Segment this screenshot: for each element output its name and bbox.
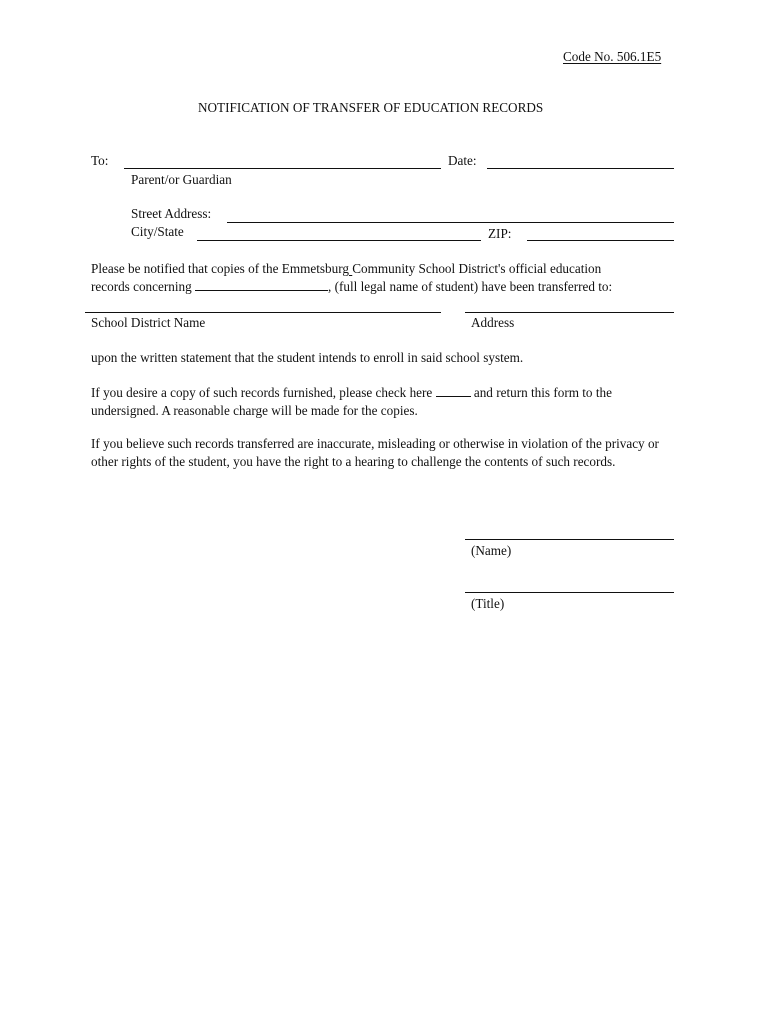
signature-title-field-line[interactable] <box>465 592 674 593</box>
code-number: Code No. 506.1E5 <box>563 49 662 64</box>
notice-line-1-prefix: Please be notified that copies of the Emmetsburg <box>91 261 349 276</box>
street-address-field-line[interactable] <box>227 222 674 223</box>
notice-line-2 <box>91 280 612 293</box>
school-district-caption: School District Name <box>91 315 206 330</box>
street-address-label: Street Address: <box>131 206 212 221</box>
district-address-field-line[interactable] <box>465 312 674 313</box>
zip-label: ZIP: <box>488 226 512 241</box>
notice-line-1 <box>91 262 601 275</box>
district-name-field-line[interactable] <box>85 312 441 313</box>
date-field-line[interactable] <box>487 168 674 169</box>
parent-guardian-caption: Parent/or Guardian <box>131 172 232 187</box>
name-caption: (Name) <box>471 543 512 558</box>
notice-line-1-suffix: Community School District's official education <box>352 261 602 276</box>
enroll-statement: upon the written statement that the student intends to enroll in said school system. <box>91 350 524 365</box>
copy-request-suffix: and return this form to the <box>473 385 612 400</box>
address-caption: Address <box>471 315 515 330</box>
student-name-field-line[interactable] <box>195 280 328 291</box>
rights-statement: If you believe such records transferred are inaccurate, misleading or otherwise in violation of the privacy or other rights of the student, you have the right to a hearing to challenge the contents of such records. <box>91 436 659 469</box>
copy-request-prefix: If you desire a copy of such records furnished, please check here <box>91 385 433 400</box>
title-caption: (Title) <box>471 596 505 611</box>
copy-request-line-2: undersigned. A reasonable charge will be made for the copies. <box>91 403 418 418</box>
copy-request-checkbox-line[interactable] <box>436 386 471 397</box>
zip-field-line[interactable] <box>527 240 674 241</box>
city-state-field-line[interactable] <box>197 240 481 241</box>
to-label: To: <box>91 153 109 168</box>
date-label: Date: <box>448 153 477 168</box>
city-state-label: City/State <box>131 224 184 239</box>
to-field-line[interactable] <box>124 168 441 169</box>
signature-name-field-line[interactable] <box>465 539 674 540</box>
notice-line-2-prefix: records concerning <box>91 279 192 294</box>
copy-request-line-1 <box>91 386 612 399</box>
document-title: NOTIFICATION OF TRANSFER OF EDUCATION RECORDS <box>198 100 544 115</box>
notice-line-2-suffix: , (full legal name of student) have been transferred to: <box>328 279 613 294</box>
